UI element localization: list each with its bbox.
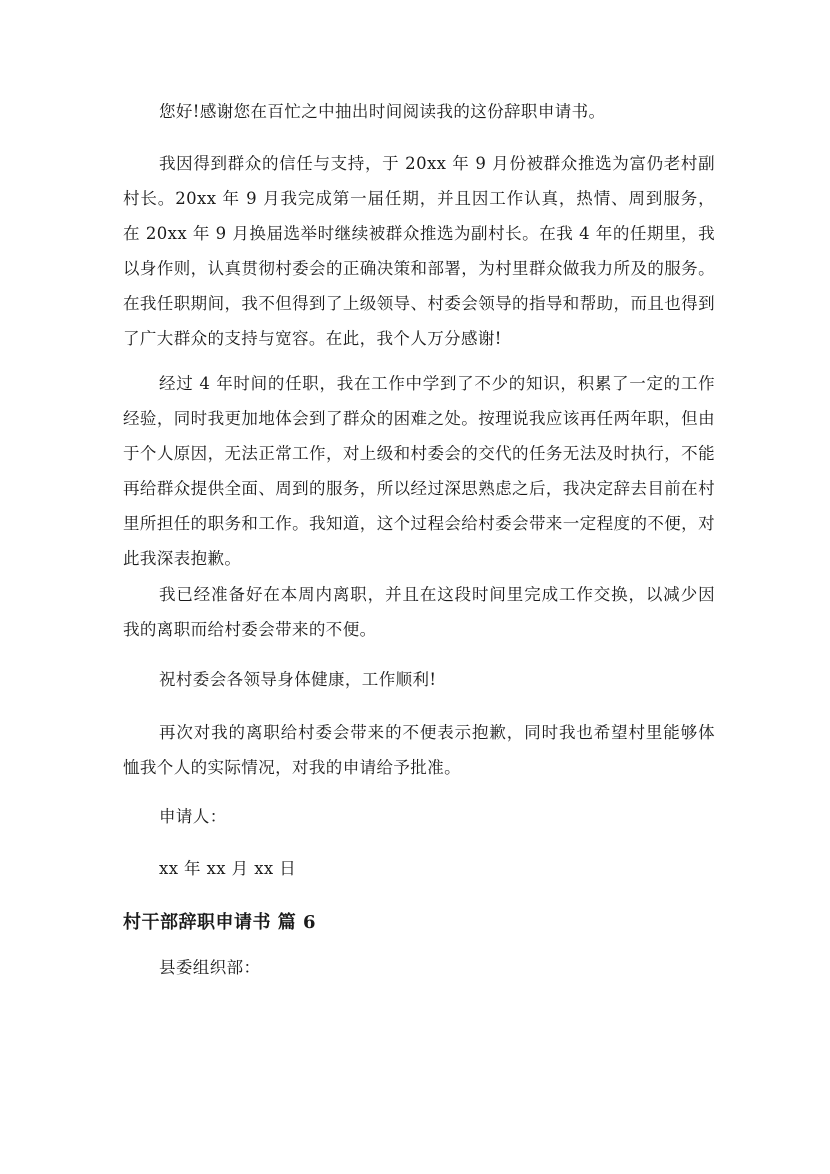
handover-paragraph: 我已经准备好在本周内离职，并且在这段时间里完成工作交换，以减少因我的离职而给村委会带来的不便。	[123, 585, 715, 639]
apology-paragraph: 再次对我的离职给村委会带来的不便表示抱歉，同时我也希望村里能够体恤我个人的实际情况，对我的申请给予批准。	[123, 723, 715, 777]
reason-paragraph: 经过 4 年时间的任职，我在工作中学到了不少的知识，积累了一定的工作经验，同时我更加地体会到了群众的困难之处。按理说我应该再任两年职，但由于个人原因，无法正常工作，对上级和村委会的交代的任务无法及时执行，不能再给群众提供全面、周到的服务，所以经过深思熟虑之后，我决定辞去目前在村里所担任的职务和工作。我知道，这个过程会给村委会带来一定程度的不便，对此我深表抱歉。	[123, 374, 715, 568]
addressee-line: 县委组织部：	[159, 958, 261, 977]
tenure-paragraph: 我因得到群众的信任与支持，于 20xx 年 9 月份被群众推选为富仍老村副村长。20xx 年 9 月我完成第一届任期，并且因工作认真，热情、周到服务，在 20xx 年 9 月换届选举时继续被群众推选为副村长。在我 4 年的任期里，我以身作则，认真贯彻村委会的正确决策和部署，为村里群众做我力所及的服务。在我任职期间，我不但得到了上级领导、村委会领导的指导和帮助，而且也得到了广大群众的支持与宽容。在此，我个人万分感谢!	[123, 154, 715, 348]
greeting-paragraph: 您好!感谢您在百忙之中抽出时间阅读我的这份辞职申请书。	[159, 102, 606, 121]
section-heading: 村干部辞职申请书 篇 6	[123, 912, 317, 933]
applicant-label: 申请人：	[159, 807, 227, 826]
wishes-paragraph: 祝村委会各领导身体健康，工作顺利!	[159, 670, 437, 689]
date-line: xx 年 xx 月 xx 日	[159, 859, 297, 878]
